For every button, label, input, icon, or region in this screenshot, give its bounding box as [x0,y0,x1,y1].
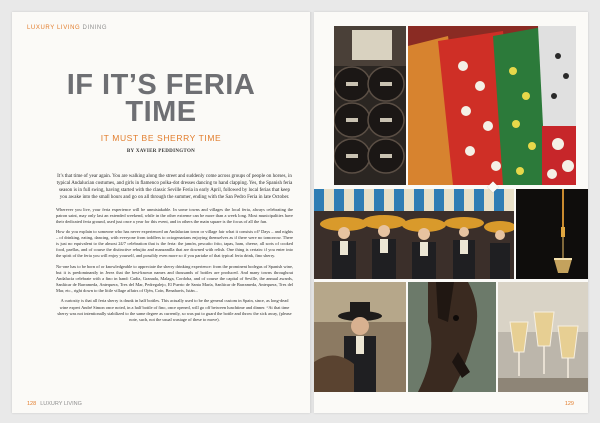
horseman-photo [314,282,406,392]
horse-head-photo [408,282,496,392]
sherry-pouring-photo [516,189,588,279]
left-folio-label: LUXURY LIVING [40,401,82,407]
section-label-accent: LUXURY LIVING [27,25,81,31]
article-title [30,69,292,128]
flamenco-dresses-photo [408,26,576,185]
article-title-line1: IF IT’S FERIA [66,69,256,101]
article-body [56,174,293,327]
left-folio [27,401,82,407]
article-subtitle: IT MUST BE SHERRY TIME [100,133,222,143]
feria-riders-photo [314,189,514,279]
article-byline: BY XAVIER PEDDINGTON [126,149,196,154]
right-page-number: 129 [564,401,574,407]
article-paragraph: A curiosity is that all feria sherry is drunk in half bottles. This actually used to be the general custom in Spain, since, as long-dead wine expert André Simon once noted, in a half bottle of fino, once opened, will go off between lunchtime and dinner. “At that time sherry was not intentionally stabilized to the same degree as currently, so was put to guard the bottle and throw the sick away, (please note, such, not the usual wastage of these to move). [57,298,292,322]
section-label [27,25,107,31]
article-lead-paragraph: It’s that time of year again. You are walking along the street and suddenly come across groups of people on horses, in typical Andalucian costumes, and girls in flamenco polka-dot dresses dancing to hand clapping. Yes, the Spanish feria season is in full swing, having started with the classic Seville Feria in early April, followed by local ferias that keep you awake into the small hours and go on all through the summer, ending with the San Pedro Feria in late October. [56,174,293,200]
left-page [12,12,310,413]
sherry-glasses-photo [498,282,588,392]
right-page [314,12,588,413]
sherry-barrels-photo [334,26,406,185]
article-title-line2: TIME [125,96,197,128]
section-label-rest: DINING [80,25,108,31]
article-paragraph: Wherever you live, your feria experience will be unmistakable. In some towns and villages the local feria, always celebrating the patron saint, may only last an extended weekend, while in the other extreme can be more than a week long. Most municipalities have their dedicated feria ground, used just once a year for this event, and in others the main square is the focus of all the fun. [56,206,293,224]
left-page-number: 128 [27,401,37,407]
article-paragraph: No-one has to be born of or knowledgeable to appreciate the sherry drinking experience: from the prominent bodegas of Spanish wine, but it is predominantly in Jerez that the best-known names and thousands of bottles are produced. And many towns throughout Andalucía celebrate with a fino in hand: Cadiz, Granada, Malaga, Cordoba, and of course the capital of Seville, the annual awards, Sanlúcar de Barrameda, Antequera, Tres del Mar, Pedregalejo, El Puerto de Santa María, Sanlúcar de Barrameda, Antequera, Tres del Mar, etc., right down to the little village affairs of Ojén, Coín, Benahavís, Istán... [56,263,293,294]
article-paragraph: How do you explain to someone who has never experienced an Andalucian town or village fair what it consists of? Days – and nights – of drinking, eating, dancing, with everyone from toddlers to octogenarians enjoying themselves as if there were no tomorrow. There is just no equivalent to the almost 24/7 celebration that is the feria: the jamón, pescaíto frito, tapas, ham, cheese, all sorts of cooked food, paellas, and of course the distinctive rebujito and manzanilla that are downed with relish. One thing is certain: if you enter into the spirit of the feria you will enjoy yourself, and possibly even more so if you partake of that typical feria drink, fino sherry. [56,229,293,259]
